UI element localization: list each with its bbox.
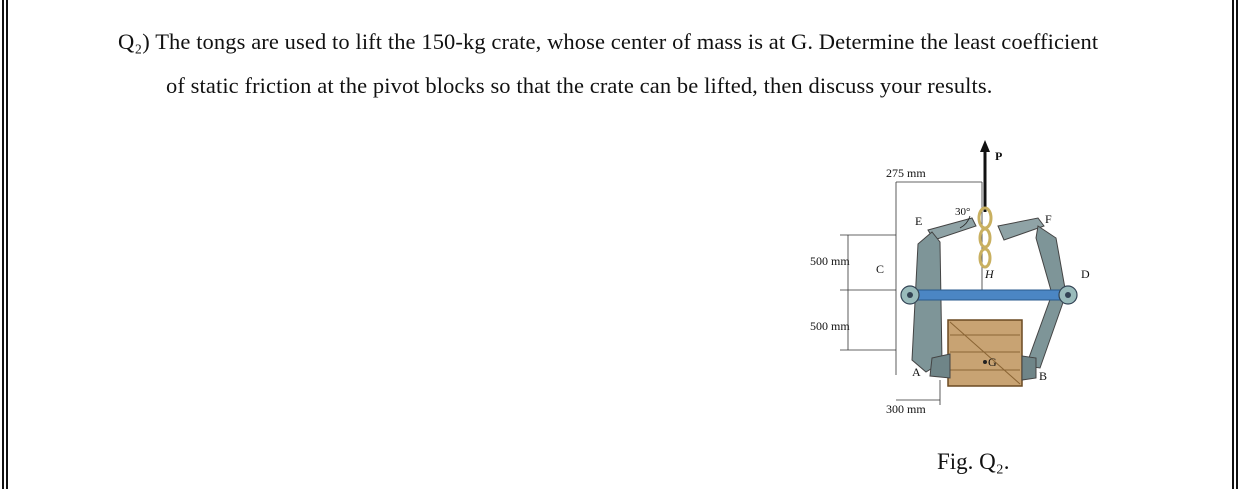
crate xyxy=(948,320,1022,386)
chain xyxy=(960,140,991,267)
point-c-label: C xyxy=(876,262,885,276)
angle-label: 30° xyxy=(955,206,971,218)
left-border-line xyxy=(2,0,4,489)
right-border-line-inner xyxy=(1232,0,1234,489)
point-b-label: B xyxy=(1039,369,1048,383)
right-border-line xyxy=(1236,0,1238,489)
tongs-figure xyxy=(800,130,1100,430)
dim-left-upper-label: 500 mm xyxy=(810,254,850,268)
dim-top-label: 275 mm xyxy=(886,166,926,180)
question-text xyxy=(118,20,1178,108)
force-label: P xyxy=(995,149,1003,163)
point-f-label: F xyxy=(1045,212,1052,226)
dim-left-lower-label: 500 mm xyxy=(810,319,850,333)
question-line-1: Q₂) The tongs are used to lift the 150-kg crate, whose center of mass is at G. Determine the least coefficient xyxy=(118,29,1099,54)
point-a-label: A xyxy=(912,365,921,379)
left-border-line-inner xyxy=(6,0,8,489)
question-line-2: of static friction at the pivot blocks so that the crate can be lifted, then discuss your results. xyxy=(166,73,993,98)
point-h-label: H xyxy=(985,267,994,281)
figure-caption: Fig. Q₂. xyxy=(937,449,1010,474)
point-d-label: D xyxy=(1081,267,1090,281)
point-e-label: E xyxy=(915,214,923,228)
dim-bottom-label: 300 mm xyxy=(886,402,926,416)
point-g-label: G xyxy=(988,355,997,369)
